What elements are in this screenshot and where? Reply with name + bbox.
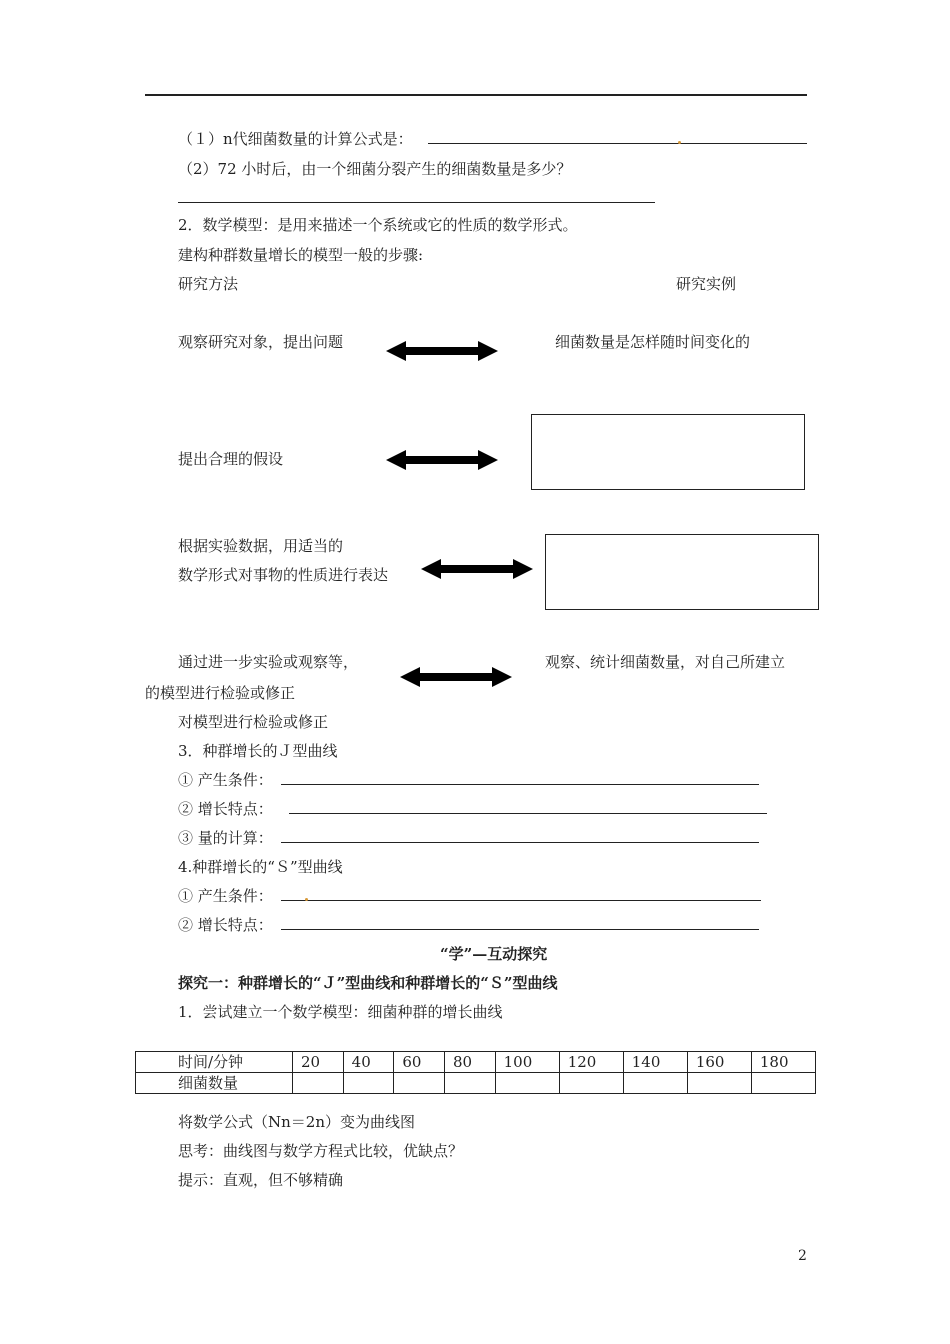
count-cell[interactable] bbox=[559, 1073, 623, 1094]
s4-item-2: ② 增长特点： bbox=[178, 916, 273, 934]
time-cell: 80 bbox=[444, 1052, 495, 1073]
column-method: 研究方法 bbox=[178, 275, 239, 293]
step1-method: 观察研究对象，提出问题 bbox=[178, 333, 344, 351]
explore-1-item-1: 1．尝试建立一个数学模型：细菌种群的增长曲线 bbox=[178, 1003, 503, 1021]
row-label-count: 细菌数量 bbox=[136, 1073, 293, 1094]
step3-method-line1: 根据实验数据，用适当的 bbox=[178, 537, 344, 555]
section-3-title: 3．种群增长的Ｊ型曲线 bbox=[178, 742, 338, 760]
question-2: （2）72 小时后，由一个细菌分裂产生的细菌数量是多少？ bbox=[178, 160, 572, 178]
s3-item-1: ① 产生条件： bbox=[178, 771, 273, 789]
formula-line: 将数学公式（Nn＝2n）变为曲线图 bbox=[178, 1113, 415, 1131]
answer-line-q1[interactable] bbox=[428, 143, 807, 144]
answer-line-s3-2[interactable] bbox=[289, 813, 767, 814]
column-example: 研究实例 bbox=[676, 275, 737, 293]
s3-item-3: ③ 量的计算： bbox=[178, 829, 273, 847]
double-arrow-icon bbox=[400, 666, 512, 688]
row-label-time: 时间/分钟 bbox=[136, 1052, 293, 1073]
step4-example-wrap: 的模型进行检验或修正 bbox=[145, 684, 296, 702]
marker-dot bbox=[305, 898, 308, 901]
table-row-count bbox=[136, 1073, 816, 1094]
count-cell[interactable] bbox=[495, 1073, 559, 1094]
page-number: 2 bbox=[798, 1248, 807, 1264]
answer-line-s4-1[interactable] bbox=[281, 900, 761, 901]
count-cell[interactable] bbox=[687, 1073, 751, 1094]
step4-method: 通过进一步实验或观察等， bbox=[178, 653, 359, 671]
step2-method: 提出合理的假设 bbox=[178, 450, 284, 468]
count-cell[interactable] bbox=[293, 1073, 344, 1094]
count-cell[interactable] bbox=[623, 1073, 687, 1094]
time-cell: 20 bbox=[293, 1052, 344, 1073]
answer-line-q2[interactable] bbox=[178, 202, 655, 203]
s4-item-1: ① 产生条件： bbox=[178, 887, 273, 905]
answer-line-s4-2[interactable] bbox=[281, 929, 759, 930]
count-cell[interactable] bbox=[343, 1073, 394, 1094]
section-4-title: 4.种群增长的“Ｓ”型曲线 bbox=[178, 858, 343, 876]
think-question: 思考：曲线图与数学方程式比较，优缺点？ bbox=[178, 1142, 464, 1160]
double-arrow-icon bbox=[386, 449, 498, 471]
step3-method-line2: 数学形式对事物的性质进行表达 bbox=[178, 566, 389, 584]
time-cell: 180 bbox=[751, 1052, 815, 1073]
time-cell: 60 bbox=[394, 1052, 445, 1073]
time-cell: 120 bbox=[559, 1052, 623, 1073]
time-cell: 100 bbox=[495, 1052, 559, 1073]
table-row-time bbox=[136, 1052, 816, 1073]
question-1: （１）n代细菌数量的计算公式是： bbox=[178, 130, 413, 148]
step4-method-line2: 对模型进行检验或修正 bbox=[178, 713, 329, 731]
marker-dot bbox=[678, 141, 681, 144]
step2-answer-box[interactable] bbox=[531, 414, 805, 490]
section-2-steps: 建构种群数量增长的模型一般的步骤: bbox=[178, 246, 424, 264]
answer-line-s3-1[interactable] bbox=[281, 784, 759, 785]
time-cell: 160 bbox=[687, 1052, 751, 1073]
step3-answer-box[interactable] bbox=[545, 534, 819, 610]
header-rule bbox=[145, 94, 807, 96]
hint-text: 提示：直观，但不够精确 bbox=[178, 1171, 344, 1189]
section-2-title: 2．数学模型：是用来描述一个系统或它的性质的数学形式。 bbox=[178, 216, 578, 234]
double-arrow-icon bbox=[386, 340, 498, 362]
answer-line-s3-3[interactable] bbox=[281, 842, 759, 843]
bacteria-growth-table bbox=[135, 1051, 816, 1094]
count-cell[interactable] bbox=[394, 1073, 445, 1094]
count-cell[interactable] bbox=[444, 1073, 495, 1094]
count-cell[interactable] bbox=[751, 1073, 815, 1094]
step1-example: 细菌数量是怎样随时间变化的 bbox=[555, 333, 751, 351]
time-cell: 40 bbox=[343, 1052, 394, 1073]
s3-item-2: ② 增长特点： bbox=[178, 800, 273, 818]
time-cell: 140 bbox=[623, 1052, 687, 1073]
explore-1-title: 探究一：种群增长的“Ｊ”型曲线和种群增长的“Ｓ”型曲线 bbox=[178, 974, 558, 992]
interactive-heading: “学”—互动探究 bbox=[440, 945, 548, 963]
double-arrow-icon bbox=[421, 558, 533, 580]
step4-example: 观察、统计细菌数量，对自己所建立 bbox=[545, 653, 786, 671]
